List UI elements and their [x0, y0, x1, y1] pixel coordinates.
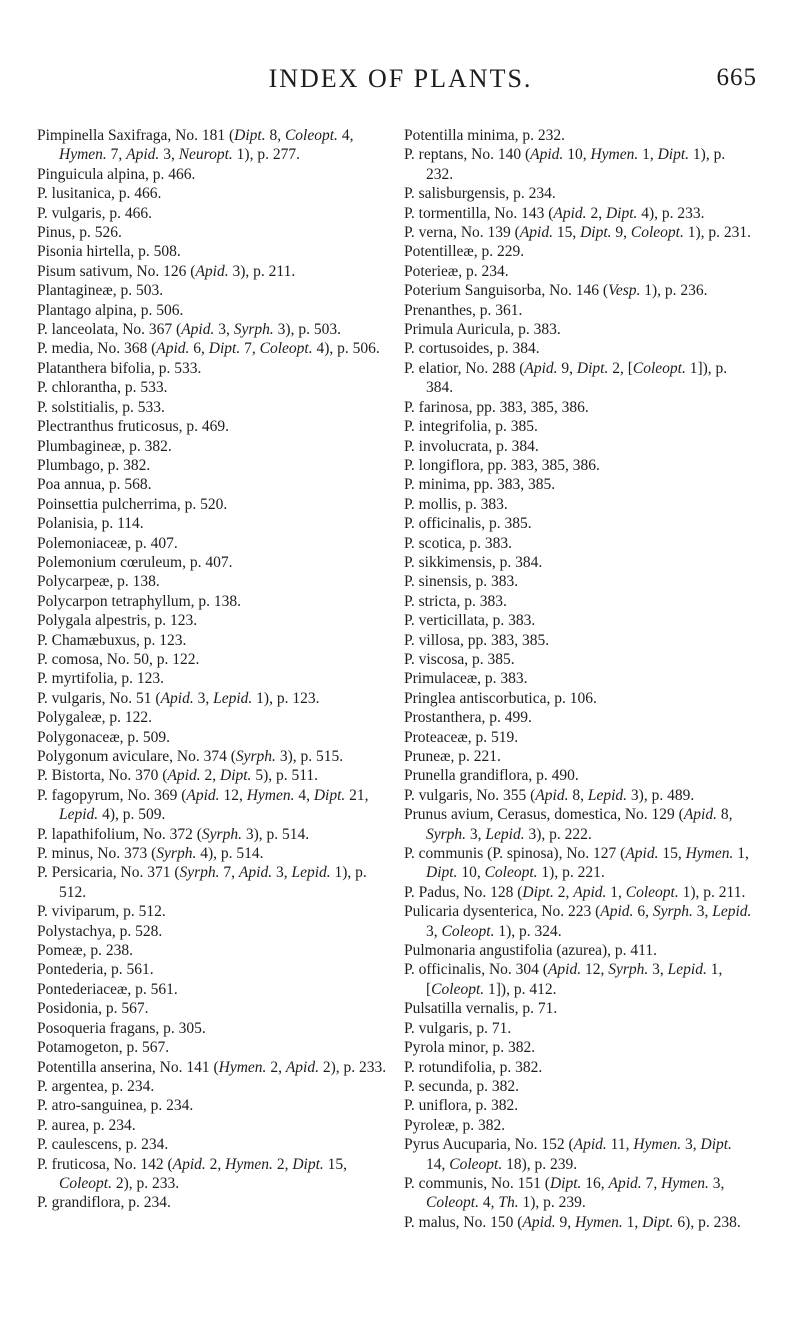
index-entry: Polemonium cœruleum, p. 407.: [37, 553, 233, 571]
index-entry: P. sikkimensis, p. 384.: [404, 553, 543, 571]
insect-group-abbrev: Dipt.: [657, 146, 690, 164]
insect-group-abbrev: Apid.: [519, 224, 553, 242]
index-entry: P. comosa, No. 50, p. 122.: [37, 650, 200, 668]
insect-group-abbrev: Apid.: [625, 845, 659, 863]
index-entry: P. reptans, No. 140 (Apid. 10, Hymen. 1, Dipt. 1), p. 232.: [404, 146, 726, 183]
insect-group-abbrev: Apid.: [156, 340, 190, 358]
insect-group-abbrev: Hymen.: [590, 146, 639, 164]
insect-group-abbrev: Apid.: [172, 1155, 206, 1173]
insect-group-abbrev: Apid.: [600, 903, 634, 921]
insect-group-abbrev: Hymen.: [574, 1213, 623, 1231]
insect-group-abbrev: Dipt.: [642, 1213, 674, 1231]
insect-group-abbrev: Dipt.: [605, 204, 638, 222]
index-entry: Potentilla anserina, No. 141 (Hymen. 2, Apid. 2), p. 233.: [37, 1058, 387, 1076]
insect-group-abbrev: Lepid.: [291, 864, 331, 882]
insect-group-abbrev: Lepid.: [59, 806, 99, 824]
index-entry: Prostanthera, p. 499.: [404, 709, 532, 727]
insect-group-abbrev: Hymen.: [685, 845, 734, 863]
insect-group-abbrev: Hymen.: [633, 1136, 682, 1154]
page-number: 665: [716, 64, 757, 91]
index-entry: Prunella grandiflora, p. 490.: [404, 767, 579, 785]
insect-group-abbrev: Apid.: [181, 321, 215, 339]
index-entry: Polycarpon tetraphyllum, p. 138.: [37, 592, 242, 610]
insect-group-abbrev: Hymen.: [661, 1174, 709, 1192]
insect-group-abbrev: Lepid.: [667, 961, 707, 979]
insect-group-abbrev: Dipt.: [576, 359, 609, 377]
index-entry: Pulicaria dysenterica, No. 223 (Apid. 6, Syrph. 3, Lepid. 3, Coleopt. 1), p. 324.: [404, 903, 752, 940]
insect-group-abbrev: Apid.: [285, 1058, 319, 1076]
insect-group-abbrev: Dipt.: [313, 786, 346, 804]
insect-group-abbrev: Coleopt.: [449, 1155, 503, 1173]
insect-group-abbrev: Lepid.: [712, 903, 752, 921]
index-entry: P. stricta, p. 383.: [404, 592, 507, 610]
insect-group-abbrev: Apid.: [524, 359, 558, 377]
index-entry: P. verticillata, p. 383.: [404, 612, 536, 630]
index-entry: P. grandiflora, p. 234.: [37, 1194, 171, 1212]
index-entry: P. salisburgensis, p. 234.: [404, 185, 556, 203]
index-entry: P. fruticosa, No. 142 (Apid. 2, Hymen. 2, Dipt. 15, Coleopt. 2), p. 233.: [37, 1155, 347, 1192]
index-entry: Pisonia hirtella, p. 508.: [37, 243, 181, 261]
insect-group-abbrev: Coleopt.: [426, 1194, 479, 1212]
insect-group-abbrev: Dipt.: [220, 767, 252, 785]
insect-group-abbrev: Apid.: [522, 1213, 556, 1231]
index-entry: Plantagineæ, p. 503.: [37, 282, 164, 300]
index-entry: P. lusitanica, p. 466.: [37, 185, 162, 203]
insect-group-abbrev: Dipt.: [580, 224, 612, 242]
index-entry: P. atro-sanguinea, p. 234.: [37, 1097, 194, 1115]
insect-group-abbrev: Apid.: [167, 767, 201, 785]
index-entry: P. media, No. 368 (Apid. 6, Dipt. 7, Coleopt. 4), p. 506.: [37, 340, 380, 358]
insect-group-abbrev: Apid.: [608, 1174, 642, 1192]
index-entry: Poterieæ, p. 234.: [404, 262, 509, 280]
index-entry: P. secunda, p. 382.: [404, 1077, 519, 1095]
insect-group-abbrev: Dipt.: [292, 1155, 324, 1173]
index-entry: Potentilleæ, p. 229.: [404, 243, 525, 261]
index-entry: Polanisia, p. 114.: [37, 515, 144, 533]
index-entry: Polystachya, p. 528.: [37, 922, 163, 940]
insect-group-abbrev: Hymen.: [246, 786, 295, 804]
insect-group-abbrev: Apid.: [160, 689, 194, 707]
insect-group-abbrev: Coleopt.: [625, 883, 679, 901]
index-entry: Pimpinella Saxifraga, No. 181 (Dipt. 8, Coleopt. 4, Hymen. 7, Apid. 3, Neuropt. 1), p. 277.: [37, 127, 354, 164]
index-entry: Pyrola minor, p. 382.: [404, 1039, 536, 1057]
index-entry: P. Padus, No. 128 (Dipt. 2, Apid. 1, Coleopt. 1), p. 211.: [404, 883, 746, 901]
index-entry: Pinus, p. 526.: [37, 224, 122, 242]
index-entry: Platanthera bifolia, p. 533.: [37, 359, 202, 377]
index-entry: Prunus avium, Cerasus, domestica, No. 129 (Apid. 8, Syrph. 3, Lepid. 3), p. 222.: [404, 806, 733, 843]
insect-group-abbrev: Dipt.: [208, 340, 241, 358]
insect-group-abbrev: Lepid.: [587, 786, 628, 804]
index-entry: Primulaceæ, p. 383.: [404, 670, 528, 688]
insect-group-abbrev: Syrph.: [235, 748, 276, 765]
index-entry: P. villosa, pp. 383, 385.: [404, 631, 550, 649]
page-header: [0, 64, 801, 94]
index-entry: Pinguicula alpina, p. 466.: [37, 165, 196, 183]
index-entry: Posidonia, p. 567.: [37, 1000, 149, 1018]
index-entry: Potamogeton, p. 567.: [37, 1039, 170, 1057]
index-entry: P. vulgaris, No. 355 (Apid. 8, Lepid. 3), p. 489.: [404, 786, 695, 804]
insect-group-abbrev: Lepid.: [485, 825, 525, 843]
index-entry: P. chlorantha, p. 533.: [37, 379, 168, 397]
index-entry: P. tormentilla, No. 143 (Apid. 2, Dipt. 4), p. 233.: [404, 204, 705, 222]
insect-group-abbrev: Coleopt.: [259, 340, 313, 358]
index-entry: P. uniflora, p. 382.: [404, 1097, 519, 1115]
index-entry: Poterium Sanguisorba, No. 146 (Vesp. 1), p. 236.: [404, 282, 708, 300]
index-entry: Poa annua, p. 568.: [37, 476, 152, 494]
insect-group-abbrev: Syrph.: [201, 825, 242, 843]
index-entry: P. longiflora, pp. 383, 385, 386.: [404, 456, 600, 474]
index-entry: Polygonaceæ, p. 509.: [37, 728, 171, 746]
insect-group-abbrev: Dipt.: [700, 1136, 732, 1154]
index-entry: P. cortusoides, p. 384.: [404, 340, 540, 358]
insect-group-abbrev: Coleopt.: [284, 127, 338, 144]
index-column-right: [404, 126, 754, 1232]
insect-group-abbrev: Hymen.: [225, 1155, 273, 1173]
index-entry: Poinsettia pulcherrima, p. 520.: [37, 495, 228, 513]
running-title: INDEX OF PLANTS.: [268, 64, 533, 93]
index-entry: P. caulescens, p. 234.: [37, 1136, 169, 1154]
index-entry: P. myrtifolia, p. 123.: [37, 670, 165, 688]
insect-group-abbrev: Apid.: [126, 146, 160, 164]
index-entry: Posoqueria fragans, p. 305.: [37, 1019, 206, 1037]
insect-group-abbrev: Coleopt.: [59, 1174, 112, 1192]
insect-group-abbrev: Dipt.: [426, 864, 458, 882]
insect-group-abbrev: Apid.: [186, 786, 220, 804]
index-entry: P. aurea, p. 234.: [37, 1116, 136, 1134]
index-entry: Potentilla minima, p. 232.: [404, 127, 566, 144]
insect-group-abbrev: Apid.: [683, 806, 717, 824]
index-entry: P. lanceolata, No. 367 (Apid. 3, Syrph. 3), p. 503.: [37, 321, 341, 339]
insect-group-abbrev: Hymen.: [59, 146, 107, 164]
index-entry: Polemoniaceæ, p. 407.: [37, 534, 178, 552]
index-entry: P. sinensis, p. 383.: [404, 573, 519, 591]
insect-group-abbrev: Coleopt.: [630, 224, 684, 242]
insect-group-abbrev: Lepid.: [213, 689, 253, 707]
index-entry: P. malus, No. 150 (Apid. 9, Hymen. 1, Dipt. 6), p. 238.: [404, 1213, 741, 1231]
index-entry: Plantago alpina, p. 506.: [37, 301, 184, 319]
index-entry: Plumbagineæ, p. 382.: [37, 437, 172, 455]
index-entry: P. Bistorta, No. 370 (Apid. 2, Dipt. 5), p. 511.: [37, 767, 319, 785]
index-entry: Pulmonaria angustifolia (azurea), p. 411.: [404, 942, 657, 960]
insect-group-abbrev: Apid.: [573, 1136, 607, 1154]
insect-group-abbrev: Syrph.: [608, 961, 649, 979]
index-entry: P. Chamæbuxus, p. 123.: [37, 631, 187, 649]
index-entry: P. integrifolia, p. 385.: [404, 418, 538, 436]
index-entry: Polycarpeæ, p. 138.: [37, 573, 160, 591]
index-entry: P. fagopyrum, No. 369 (Apid. 12, Hymen. 4, Dipt. 21, Lepid. 4), p. 509.: [37, 786, 369, 824]
index-entry: Pringlea antiscorbutica, p. 106.: [404, 689, 597, 707]
index-entry: P. solstitialis, p. 533.: [37, 398, 165, 416]
index-entry: P. farinosa, pp. 383, 385, 386.: [404, 398, 589, 416]
index-entry: P. communis, No. 151 (Dipt. 16, Apid. 7, Hymen. 3, Coleopt. 4, Th. 1), p. 239.: [404, 1174, 725, 1212]
index-entry: P. Persicaria, No. 371 (Syrph. 7, Apid. 3, Lepid. 1), p. 512.: [37, 864, 367, 901]
index-entry: Pontederiaceæ, p. 561.: [37, 980, 178, 998]
index-entry: P. elatior, No. 288 (Apid. 9, Dipt. 2, [Coleopt. 1]), p. 384.: [404, 359, 728, 397]
insect-group-abbrev: Syrph.: [156, 845, 197, 863]
insect-group-abbrev: Coleopt.: [484, 864, 538, 882]
insect-group-abbrev: Dipt.: [549, 1174, 582, 1192]
index-entry: Pomeæ, p. 238.: [37, 942, 134, 960]
index-entry: P. communis (P. spinosa), No. 127 (Apid. 15, Hymen. 1, Dipt. 10, Coleopt. 1), p. 221.: [404, 845, 749, 882]
insect-group-abbrev: Syrph.: [426, 825, 467, 843]
insect-group-abbrev: Apid.: [238, 864, 273, 882]
index-entry: P. argentea, p. 234.: [37, 1077, 155, 1095]
insect-group-abbrev: Dipt.: [522, 883, 554, 901]
insect-group-abbrev: Coleopt.: [441, 922, 495, 940]
index-entry: Plumbago, p. 382.: [37, 456, 151, 474]
insect-group-abbrev: Vesp.: [608, 282, 641, 300]
index-entry: P. vulgaris, p. 466.: [37, 204, 152, 222]
insect-group-abbrev: Apid.: [535, 786, 569, 804]
index-entry: P. officinalis, p. 385.: [404, 515, 532, 533]
insect-group-abbrev: Syrph.: [233, 321, 274, 339]
insect-group-abbrev: Apid.: [547, 961, 582, 979]
insect-group-abbrev: Hymen.: [218, 1058, 267, 1076]
insect-group-abbrev: Apid.: [553, 204, 587, 222]
index-entry: Pruneæ, p. 221.: [404, 748, 501, 765]
index-entry: P. officinalis, No. 304 (Apid. 12, Syrph. 3, Lepid. 1, [Coleopt. 1]), p. 412.: [404, 961, 723, 998]
index-entry: P. verna, No. 139 (Apid. 15, Dipt. 9, Coleopt. 1), p. 231.: [404, 224, 752, 242]
index-entry: Proteaceæ, p. 519.: [404, 728, 519, 746]
insect-group-abbrev: Syrph.: [179, 864, 220, 882]
insect-group-abbrev: Dipt.: [234, 127, 266, 144]
index-entry: Polygonum aviculare, No. 374 (Syrph. 3), p. 515.: [37, 748, 344, 765]
index-entry: P. involucrata, p. 384.: [404, 437, 539, 455]
insect-group-abbrev: Th.: [498, 1194, 519, 1212]
insect-group-abbrev: Syrph.: [652, 903, 693, 921]
insect-group-abbrev: Neuropt.: [178, 146, 233, 164]
index-entry: P. scotica, p. 383.: [404, 534, 513, 552]
index-entry: Pulsatilla vernalis, p. 71.: [404, 1000, 558, 1018]
index-entry: Primula Auricula, p. 383.: [404, 321, 561, 339]
index-entry: P. lapathifolium, No. 372 (Syrph. 3), p. 514.: [37, 825, 310, 843]
index-entry: Polygaleæ, p. 122.: [37, 709, 152, 727]
index-entry: P. viscosa, p. 385.: [404, 650, 515, 668]
insect-group-abbrev: Coleopt.: [431, 980, 485, 998]
index-entry: P. mollis, p. 383.: [404, 495, 508, 513]
index-entry: P. minus, No. 373 (Syrph. 4), p. 514.: [37, 845, 264, 863]
index-entry: Pontederia, p. 561.: [37, 961, 154, 979]
index-entry: Polygala alpestris, p. 123.: [37, 612, 198, 630]
insect-group-abbrev: Apid.: [573, 883, 607, 901]
index-entry: P. viviparum, p. 512.: [37, 903, 166, 921]
index-entry: Pyroleæ, p. 382.: [404, 1116, 506, 1134]
index-entry: Pyrus Aucuparia, No. 152 (Apid. 11, Hymen. 3, Dipt. 14, Coleopt. 18), p. 239.: [404, 1136, 732, 1173]
insect-group-abbrev: Apid.: [530, 146, 564, 164]
index-entry: P. vulgaris, p. 71.: [404, 1019, 512, 1037]
index-column-left: [37, 126, 387, 1213]
index-entry: P. rotundifolia, p. 382.: [404, 1058, 543, 1076]
index-entry: P. minima, pp. 383, 385.: [404, 476, 556, 494]
index-entry: Plectranthus fruticosus, p. 469.: [37, 418, 230, 436]
index-entry: P. vulgaris, No. 51 (Apid. 3, Lepid. 1), p. 123.: [37, 689, 320, 707]
insect-group-abbrev: Apid.: [195, 262, 229, 280]
index-entry: Pisum sativum, No. 126 (Apid. 3), p. 211.: [37, 262, 296, 280]
index-entry: Prenanthes, p. 361.: [404, 301, 523, 319]
insect-group-abbrev: Coleopt.: [632, 359, 686, 377]
